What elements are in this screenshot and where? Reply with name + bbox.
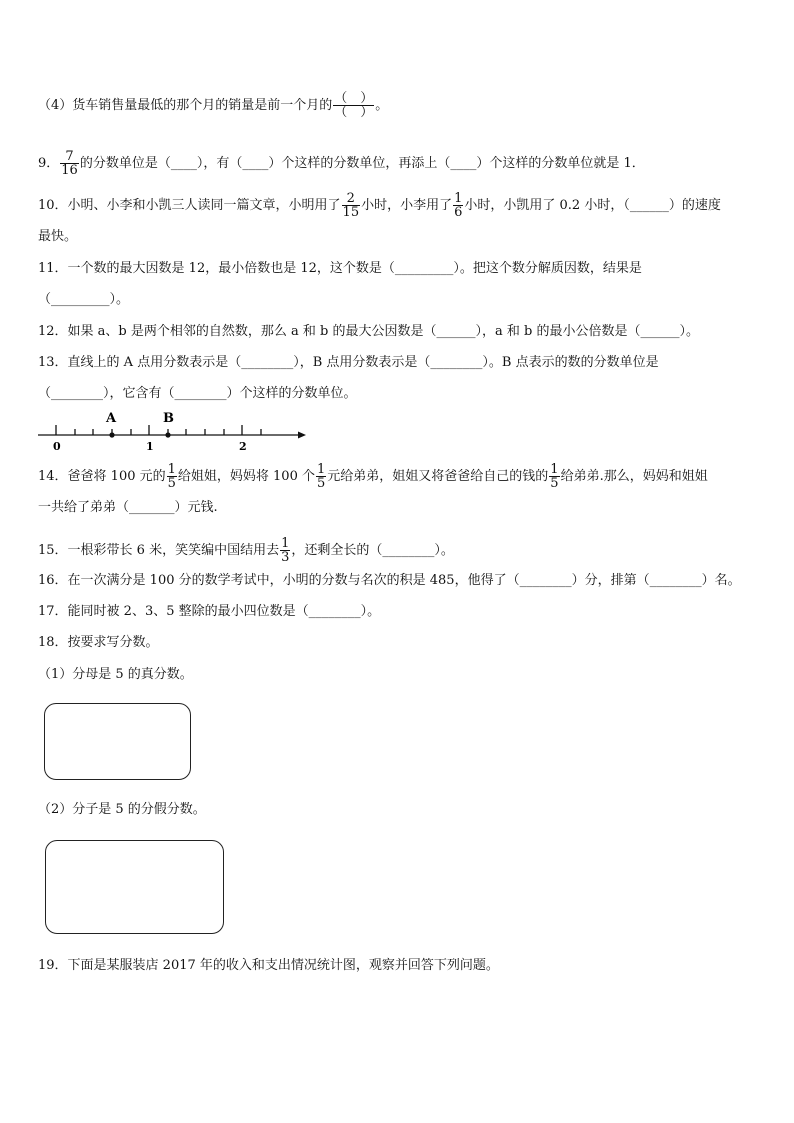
question-11: 11．一个数的最大因数是 12，最小倍数也是 12，这个数是（_________）。把这个数分解质因数，结果是	[38, 261, 642, 276]
q9-number: 9．	[38, 156, 60, 171]
label-b: B	[163, 411, 174, 426]
q14-f3-numerator: 1	[550, 462, 559, 477]
number-line-arrow	[298, 432, 306, 439]
q14-text-c: 元给弟弟，姐姐又将爸爸给自己的钱的	[327, 469, 549, 484]
question-16: 16．在一次满分是 100 分的数学考试中，小明的分数与名次的积是 485，他得了（________）分，排第（________）名。	[38, 573, 741, 588]
q9-numerator: 7	[60, 150, 79, 164]
answer-box-2[interactable]	[45, 840, 224, 934]
q14-fraction-1	[167, 463, 177, 490]
q10-f2-numerator: 1	[454, 191, 463, 206]
q8-4-suffix: 。	[375, 98, 389, 113]
q10-f1-denominator: 15	[342, 205, 360, 220]
question-18: 18．按要求写分数。	[38, 635, 159, 650]
question-11-line2: （_________）。	[38, 292, 130, 307]
q10-text-b: 小时，小李用了	[361, 198, 453, 213]
q8-4-numerator: （ ）	[334, 91, 374, 106]
question-13-line2: （________），它含有（________）个这样的分数单位。	[38, 386, 357, 401]
q9-fraction	[60, 150, 79, 177]
q14-fraction-3	[549, 463, 559, 490]
question-10	[38, 192, 721, 219]
q15-text-a: 15．一根彩带长 6 米，笑笑编中国结用去	[38, 543, 280, 558]
q15-fraction	[280, 537, 290, 564]
answer-box-1[interactable]	[44, 703, 191, 780]
q14-f1-numerator: 1	[167, 462, 176, 477]
q14-text-a: 14．爸爸将 100 元的	[38, 469, 166, 484]
question-18-part-1: （1）分母是 5 的真分数。	[38, 667, 193, 682]
q10-f2-denominator: 6	[454, 205, 463, 220]
question-12: 12．如果 a、b 是两个相邻的自然数，那么 a 和 b 的最大公因数是（______），a 和 b 的最小公倍数是（______）。	[38, 324, 699, 339]
question-18-part-2: （2）分子是 5 的分假分数。	[38, 802, 206, 817]
q14-text-b: 给姐姐，妈妈将 100 个	[177, 469, 315, 484]
q10-f1-numerator: 2	[342, 192, 361, 206]
question-15	[38, 537, 454, 564]
tick-label-1: 1	[146, 440, 154, 453]
question-8-4	[38, 92, 388, 119]
q8-4-denominator: （ ）	[334, 105, 374, 120]
question-14	[38, 463, 708, 490]
q15-numerator: 1	[281, 536, 290, 551]
q14-f3-denominator: 5	[550, 476, 559, 491]
q10-text-a: 10．小明、小李和小凯三人读同一篇文章，小明用了	[38, 198, 341, 213]
q15-text-b: ，还剩全长的（________）。	[291, 543, 454, 558]
question-10-line2: 最快。	[38, 229, 78, 244]
question-13: 13．直线上的 A 点用分数表示是（________），B 点用分数表示是（________）。B 点表示的数的分数单位是	[38, 355, 659, 370]
q8-4-prefix: （4）货车销售量最低的那个月的销量是前一个月的	[38, 98, 333, 113]
q14-f1-denominator: 5	[167, 476, 176, 491]
tick-label-0: 0	[53, 440, 61, 453]
q10-fraction-2	[453, 192, 463, 219]
point-a	[109, 432, 114, 437]
q9-denominator: 16	[61, 163, 78, 178]
question-14-line2: 一共给了弟弟（_______）元钱.	[38, 500, 218, 515]
q15-denominator: 3	[281, 550, 290, 565]
point-b	[165, 432, 170, 437]
question-19: 19．下面是某服装店 2017 年的收入和支出情况统计图，观察并回答下列问题。	[38, 958, 499, 973]
q10-fraction-1	[342, 192, 361, 219]
q10-text-c: 小时，小凯用了 0.2 小时，（______）的速度	[464, 198, 721, 213]
question-9	[38, 150, 645, 177]
q14-f2-numerator: 1	[316, 462, 326, 477]
tick-label-2: 2	[239, 440, 247, 453]
number-line	[36, 410, 316, 454]
question-17: 17．能同时被 2、3、5 整除的最小四位数是（________）。	[38, 604, 381, 619]
q14-f2-denominator: 5	[316, 476, 326, 491]
label-a: A	[106, 411, 117, 426]
q14-text-d: 给弟弟.那么，妈妈和姐姐	[560, 469, 708, 484]
number-line-ticks	[56, 425, 261, 435]
q9-text: 的分数单位是（____），有（____）个这样的分数单位，再添上（____）个这样的分数单位就是 1．	[79, 156, 645, 171]
q8-4-fraction	[333, 92, 374, 119]
q14-fraction-2	[316, 463, 326, 490]
